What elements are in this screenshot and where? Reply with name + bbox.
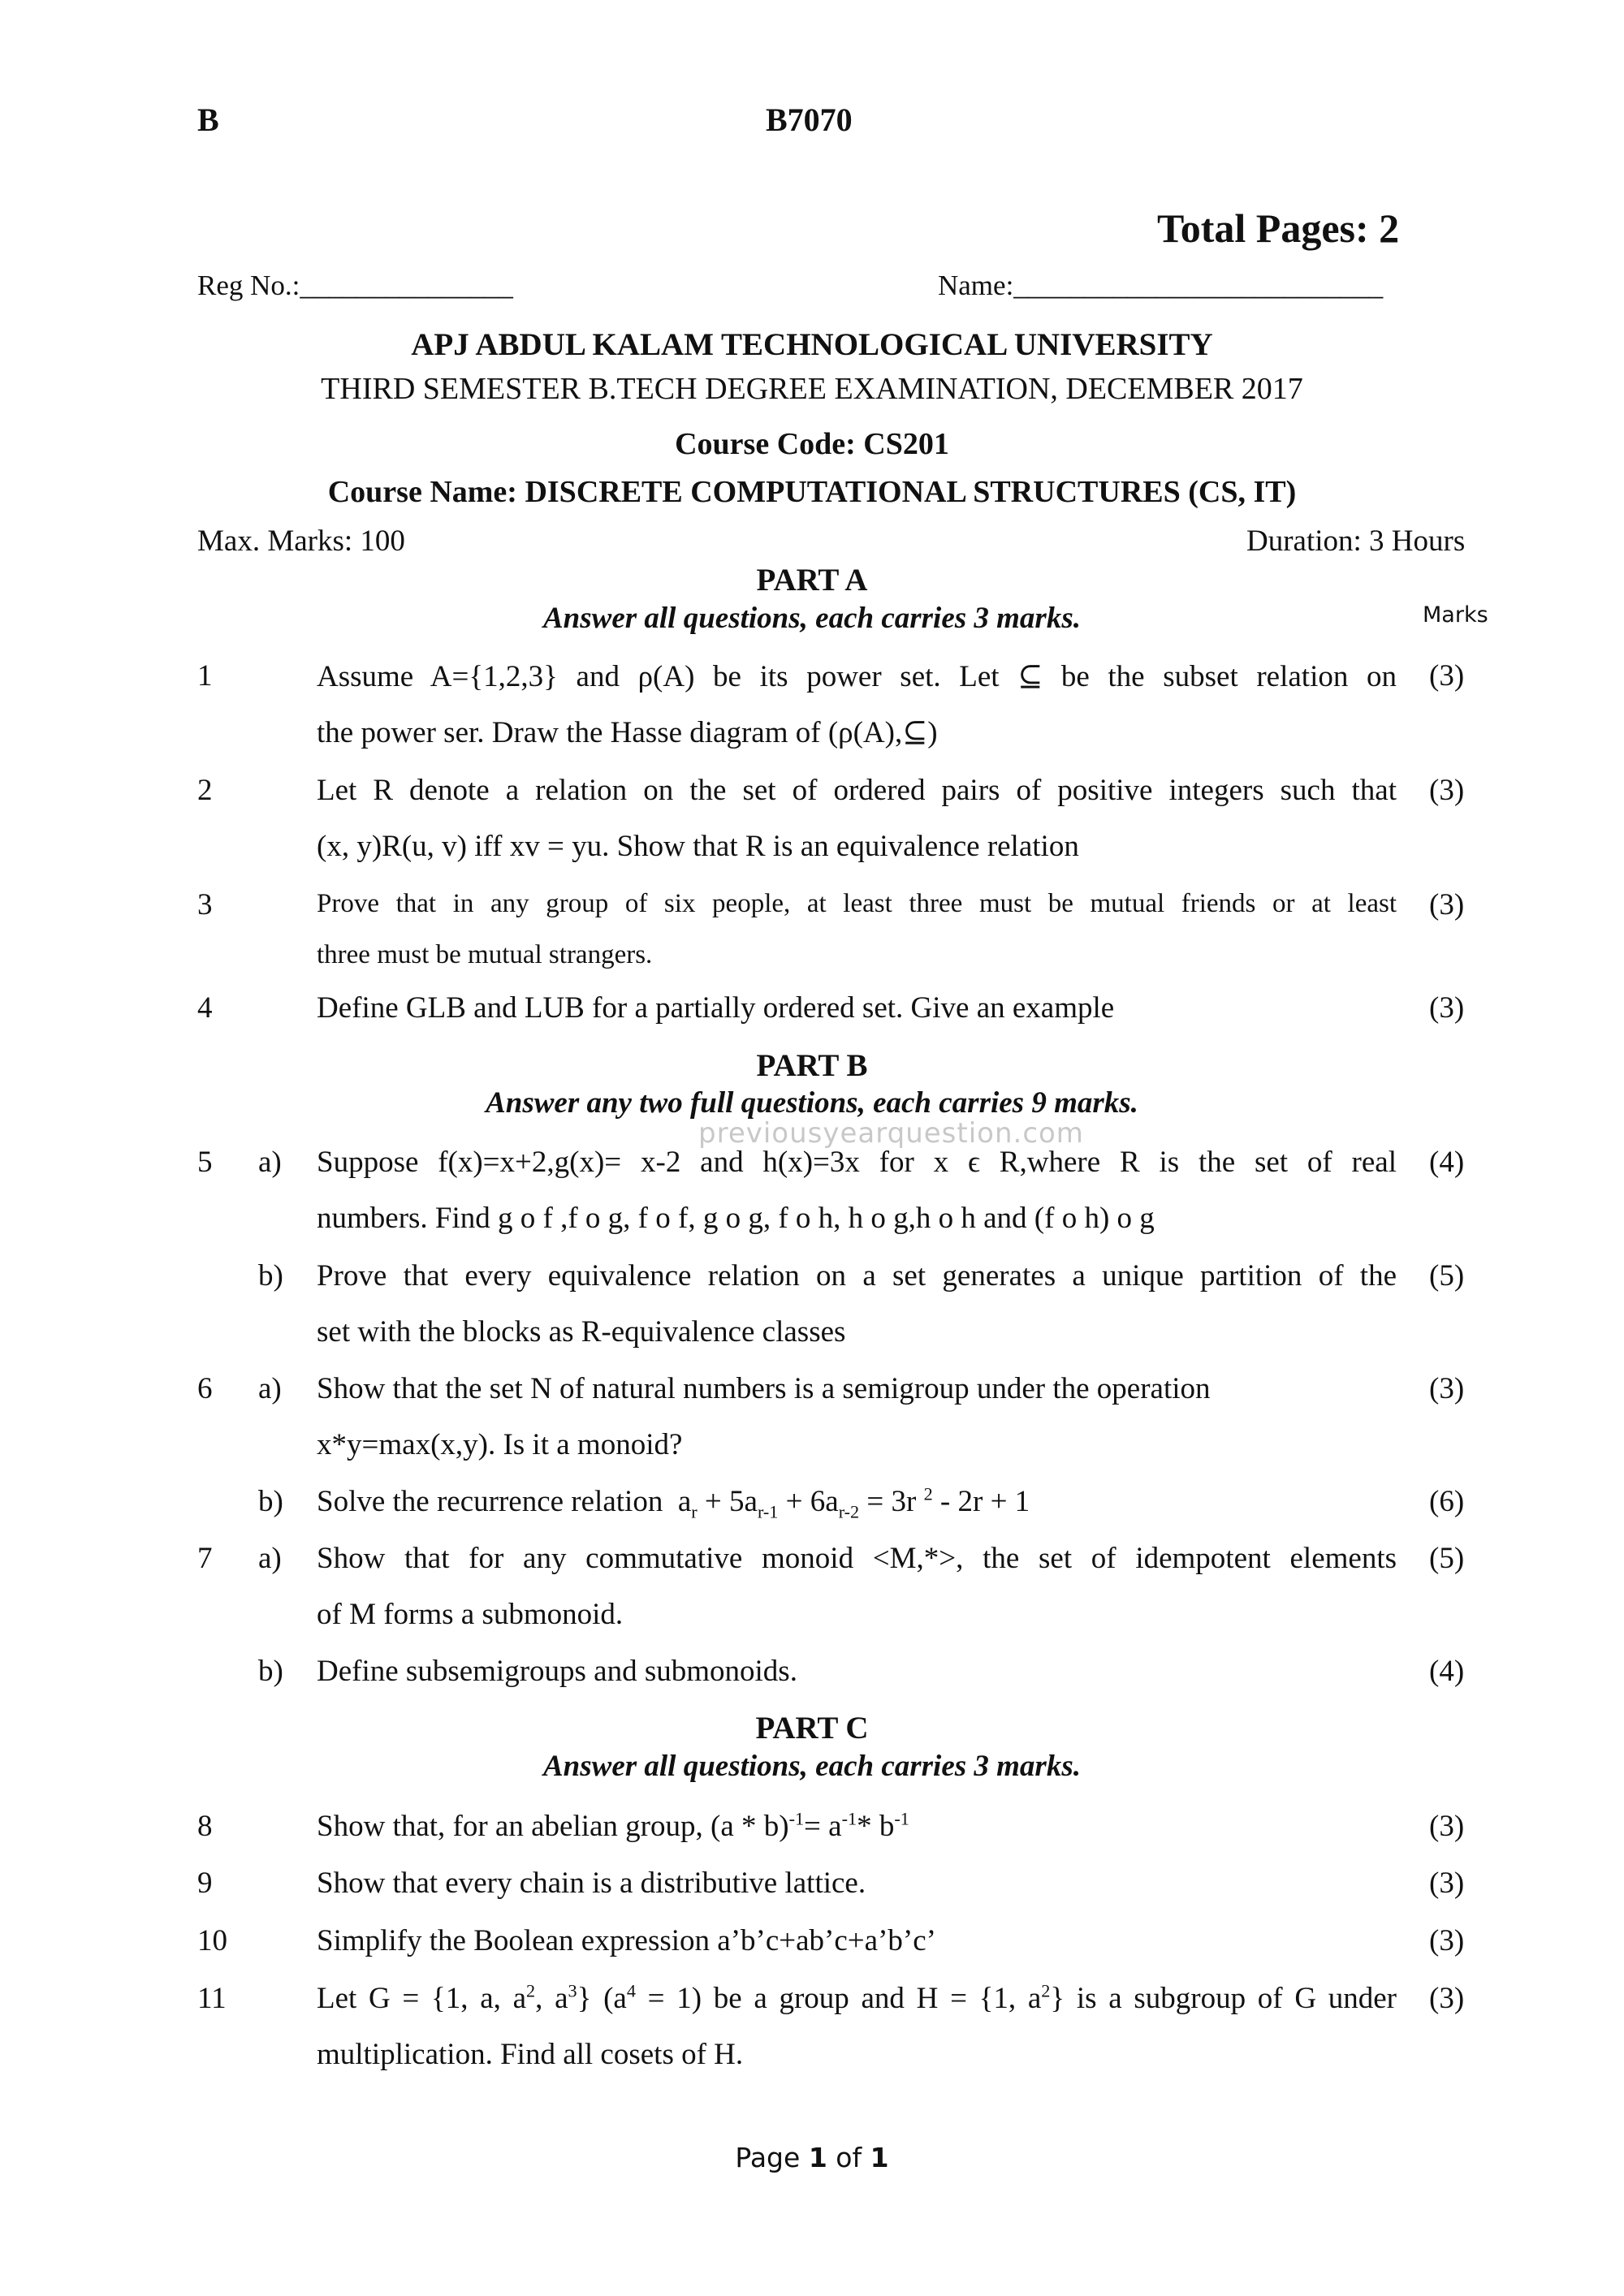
question-number: 7 (197, 1542, 213, 1575)
question-number: 11 (197, 1982, 227, 2015)
reg-no-field: Reg No.:_______________ (197, 270, 513, 301)
question-number: 2 (197, 774, 213, 807)
question-text: Assume A={1,2,3} and ρ(A) be its power set. Let ⊆ be the subset relation on (317, 660, 1397, 693)
question-text: x*y=max(x,y). Is it a monoid? (317, 1428, 683, 1461)
question-marks: (5) (1429, 1259, 1465, 1293)
question-text: Prove that in any group of six people, at least three must be mutual friends or at least (317, 889, 1397, 918)
marks-column-label: Marks (1423, 602, 1488, 628)
question-marks: (4) (1429, 1655, 1465, 1688)
question-sub-label: b) (258, 1655, 283, 1688)
question-marks: (3) (1429, 774, 1465, 807)
watermark: previousyearquestion.com (698, 1117, 1084, 1150)
question-sub-label: b) (258, 1485, 283, 1518)
question-text: Suppose f(x)=x+2,g(x)= x-2 and h(x)=3x for x ϵ R,where R is the set of real (317, 1146, 1397, 1179)
question-number: 10 (197, 1924, 227, 1957)
question-marks: (3) (1429, 888, 1465, 921)
question-text: Define GLB and LUB for a partially ordered set. Give an example (317, 991, 1115, 1025)
question-marks: (4) (1429, 1146, 1465, 1179)
question-sub-label: a) (258, 1146, 282, 1179)
question-sub-label: b) (258, 1259, 283, 1293)
question-text: the power ser. Draw the Hasse diagram of (ρ(A),⊆) (317, 716, 938, 749)
course-code: Course Code: CS201 (675, 427, 949, 461)
question-sub-label: a) (258, 1372, 282, 1405)
question-text: (x, y)R(u, v) iff xv = yu. Show that R is an equivalence relation (317, 830, 1079, 863)
question-text: Show that the set N of natural numbers is a semigroup under the operation (317, 1372, 1211, 1405)
question-sub-label: a) (258, 1542, 282, 1575)
course-name: Course Name: DISCRETE COMPUTATIONAL STRUCTURES (CS, IT) (327, 475, 1297, 509)
duration: Duration: 3 Hours (1246, 524, 1466, 558)
question-text: Define subsemigroups and submonoids. (317, 1655, 797, 1688)
question-marks: (5) (1429, 1542, 1465, 1575)
question-text-prefix: Solve the recurrence relation (317, 1485, 663, 1518)
page-number: 1 (808, 2142, 827, 2173)
part-a-instruction: Answer all questions, each carries 3 marks. (543, 602, 1081, 635)
part-a-title: PART A (756, 563, 868, 598)
question-number: 6 (197, 1372, 213, 1405)
question-marks: (3) (1429, 1924, 1465, 1957)
question-marks: (3) (1429, 1810, 1465, 1843)
question-marks: (3) (1429, 659, 1465, 693)
part-c-instruction: Answer all questions, each carries 3 marks. (543, 1750, 1081, 1783)
part-c-title: PART C (755, 1711, 869, 1746)
question-text: Prove that every equivalence relation on a set generates a unique partition of the (317, 1259, 1397, 1293)
page-word: Page (735, 2142, 801, 2173)
question-text: of M forms a submonoid. (317, 1598, 624, 1631)
question-text: Show that for any commutative monoid <M,*>, the set of idempotent elements (317, 1542, 1397, 1575)
question-text: Let G = {1, a, $a^2$, $a^3$} $(a^4 = 1)$ be a group and H = {1, $a^2$} is a subgroup of G under (317, 1980, 1397, 2015)
question-text: Show that, for an abelian group, $(a * b)^{-1}= a^{-1}*$ $b^{-1}$ (317, 1808, 909, 1843)
exam-title: THIRD SEMESTER B.TECH DEGREE EXAMINATION, DECEMBER 2017 (321, 372, 1303, 406)
question-text: set with the blocks as R-equivalence classes (317, 1315, 846, 1349)
of-word: of (836, 2142, 862, 2173)
part-b-title: PART B (756, 1048, 868, 1083)
total-pages: Total Pages: 2 (1157, 205, 1400, 251)
question-marks: (3) (1429, 1372, 1465, 1405)
question-text: Simplify the Boolean expression a’b’c+ab’c+a’b’c’ (317, 1924, 936, 1957)
page-total: 1 (870, 2142, 889, 2173)
question-marks: (3) (1429, 1982, 1465, 2015)
question-number: 8 (197, 1810, 213, 1843)
page-footer (0, 2142, 1624, 2173)
question-marks: (3) (1429, 991, 1465, 1025)
question-number: 5 (197, 1146, 213, 1179)
university-title: APJ ABDUL KALAM TECHNOLOGICAL UNIVERSITY (411, 327, 1213, 362)
question-text: numbers. Find g o f ,f o g, f o f, g o g, f o h, h o g,h o h and (f o h) o g (317, 1202, 1155, 1235)
question-text: Show that every chain is a distributive lattice. (317, 1867, 866, 1900)
name-field: Name:__________________________ (938, 270, 1384, 301)
question-text: three must be mutual strangers. (317, 940, 653, 969)
part-b-instruction: Answer any two full questions, each carries 9 marks. (486, 1086, 1138, 1120)
question-text: multiplication. Find all cosets of H. (317, 2038, 744, 2071)
question-marks: (6) (1429, 1485, 1465, 1518)
question-number: 9 (197, 1867, 213, 1900)
question-number: 4 (197, 991, 213, 1025)
question-text-prefix: Show that, for an abelian group, (a * b) (317, 1810, 789, 1843)
series-label: B (197, 101, 219, 138)
question-text: Solve the recurrence relation $a_r + 5a_{r-1} + 6a_{r-2} = 3r$ $^2$ - 2r + 1 (317, 1483, 1030, 1522)
question-text: Let R denote a relation on the set of ordered pairs of positive integers such that (317, 774, 1397, 807)
question-number: 3 (197, 888, 213, 921)
max-marks: Max. Marks: 100 (197, 524, 405, 558)
question-marks: (3) (1429, 1867, 1465, 1900)
question-number: 1 (197, 659, 213, 693)
paper-code: B7070 (766, 101, 853, 138)
